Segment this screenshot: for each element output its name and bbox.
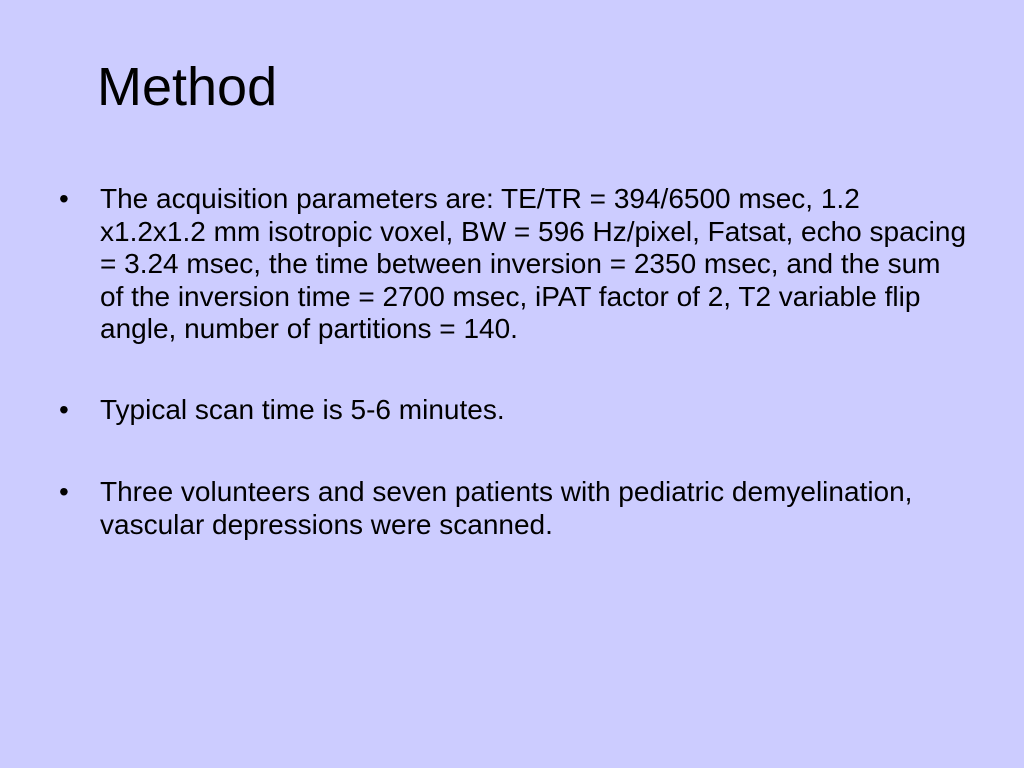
slide-title: Method — [97, 57, 278, 117]
bullet-item-scan-time — [0, 394, 970, 427]
bullet-marker: • — [59, 183, 69, 214]
bullet-text: Typical scan time is 5-6 minutes. — [100, 393, 505, 425]
bullet-text: Three volunteers and seven patients with pediatric demyelination, vascular depressions were scanned. — [100, 476, 913, 540]
bullet-item-acquisition-parameters — [0, 183, 970, 346]
bullet-list — [0, 183, 1024, 589]
bullet-marker: • — [59, 393, 69, 425]
bullet-marker: • — [59, 476, 69, 507]
bullet-item-subjects — [0, 476, 970, 541]
bullet-text: The acquisition parameters are: TE/TR = 394/6500 msec, 1.2 x1.2x1.2 mm isotropic voxel, BW = 596 Hz/pixel, Fatsat, echo spacing = 3.24 msec, the time between inversion = 2350 msec, and the sum of the inversion time = 2700 msec, iPAT factor of 2, T2 variable flip angle, number of partitions = 140. — [100, 183, 967, 344]
